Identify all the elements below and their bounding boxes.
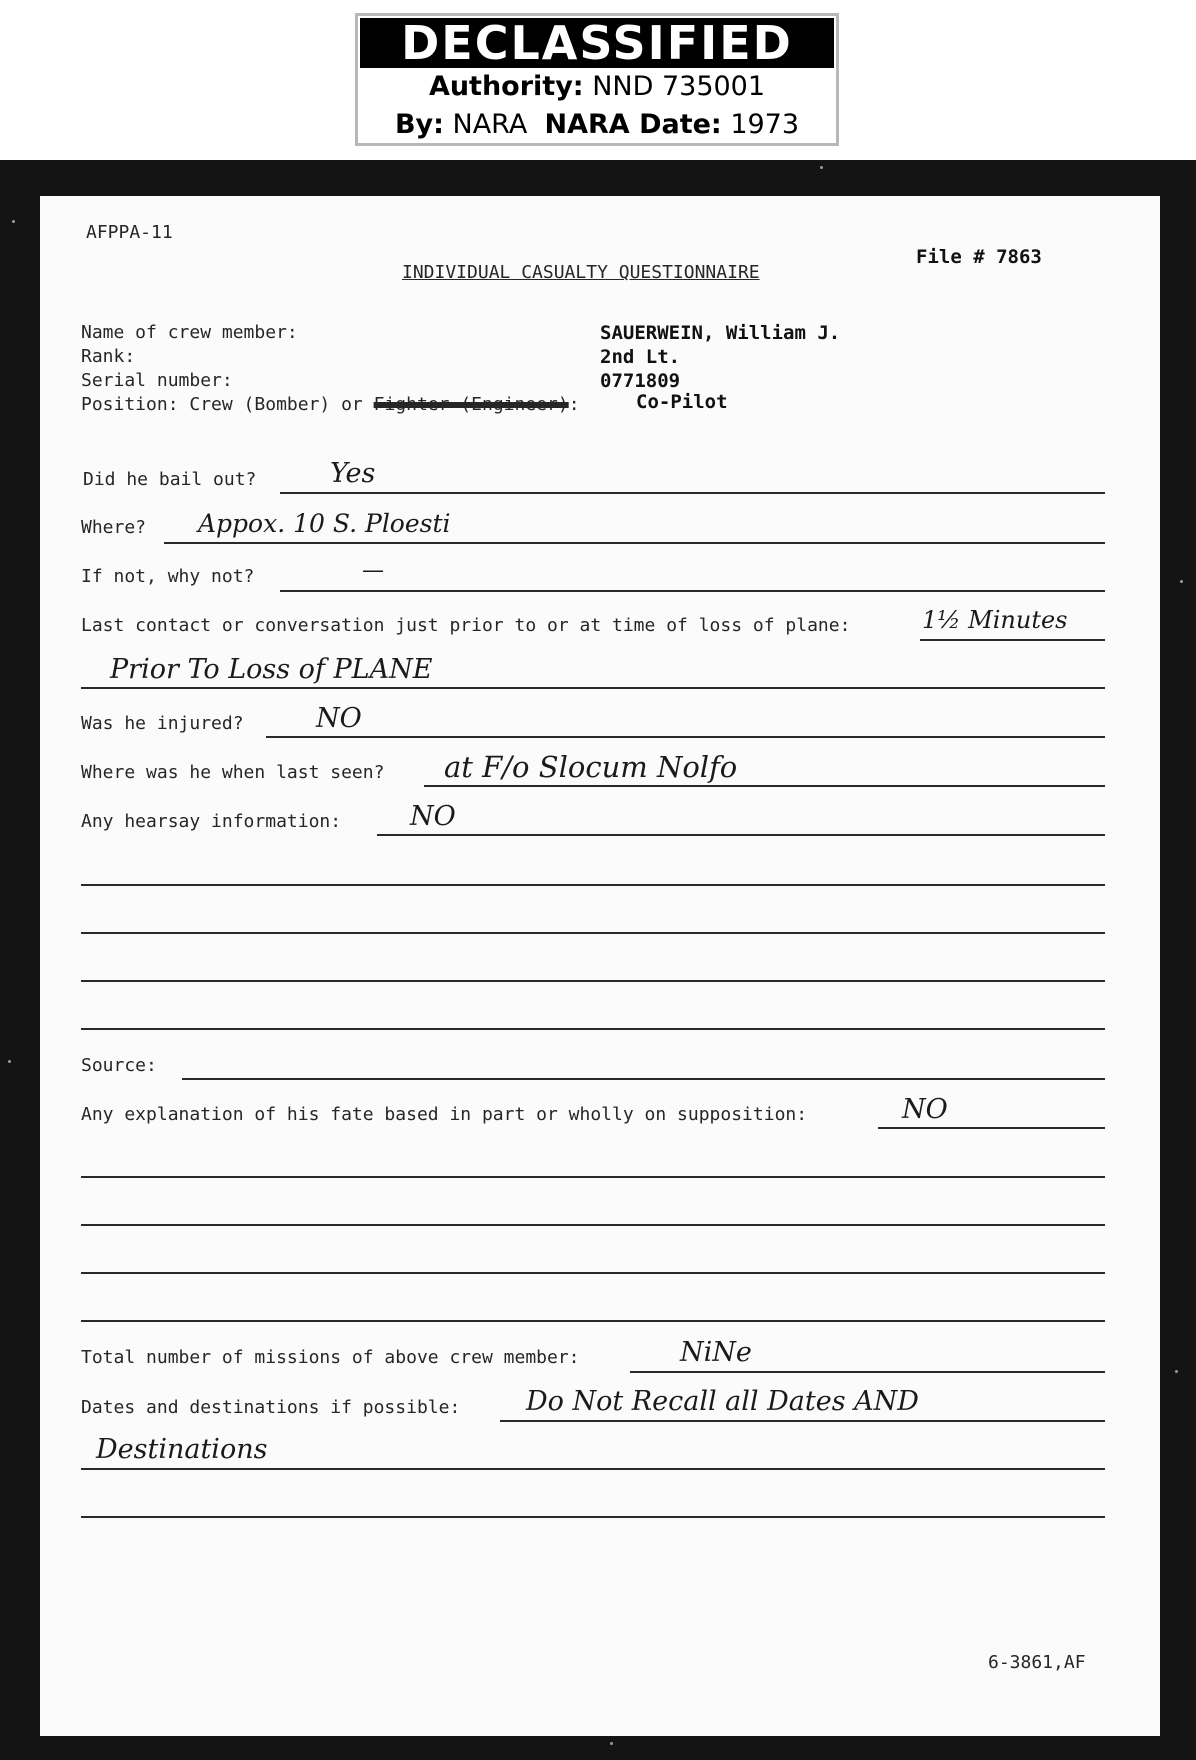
ifnot-line <box>280 590 1105 592</box>
serial-label: Serial number: <box>81 370 233 391</box>
missions-line <box>630 1371 1105 1373</box>
stamp-authority <box>358 68 836 106</box>
bail-line <box>280 492 1105 494</box>
bail-answer: Yes <box>330 458 376 489</box>
rank-label: Rank: <box>81 346 136 367</box>
ifnot-answer: — <box>362 558 384 583</box>
serial-value: 0771809 <box>600 370 681 392</box>
name-value: SAUERWEIN, William J. <box>600 322 841 344</box>
source-line <box>182 1078 1105 1080</box>
supposition-line <box>878 1127 1105 1129</box>
blank-line <box>81 980 1105 982</box>
source-label: Source: <box>81 1055 157 1076</box>
file-number: File # 7863 <box>916 246 1042 268</box>
missions-answer: NiNe <box>680 1337 752 1368</box>
position-label-text: Position: Crew (Bomber) or <box>81 394 363 415</box>
supposition-label: Any explanation of his fate based in part or wholly on supposition: <box>81 1104 808 1125</box>
blank-line <box>81 1224 1105 1226</box>
position-label <box>81 394 580 415</box>
position-value: Co-Pilot <box>636 391 728 413</box>
dates-answer-2: Destinations <box>96 1434 268 1465</box>
hearsay-label: Any hearsay information: <box>81 811 342 832</box>
name-label: Name of crew member: <box>81 322 298 343</box>
missions-label: Total number of missions of above crew member: <box>81 1347 580 1368</box>
scan-speck <box>12 220 15 223</box>
scan-speck <box>610 1742 613 1745</box>
where-answer: Appox. 10 S. Ploesti <box>198 509 451 538</box>
where-line <box>164 542 1105 544</box>
hearsay-answer: NO <box>410 801 456 832</box>
stamp-title: DECLASSIFIED <box>360 18 834 68</box>
hearsay-line <box>377 834 1105 836</box>
contact-answer-1: 1½ Minutes <box>922 606 1068 634</box>
position-colon: : <box>568 394 580 415</box>
dates-label: Dates and destinations if possible: <box>81 1397 461 1418</box>
where-label: Where? <box>81 517 147 538</box>
scan-speck <box>1175 1370 1178 1373</box>
stamp-authority-label: Authority: <box>428 71 584 102</box>
ifnot-label: If not, why not? <box>81 566 255 587</box>
dates-answer-1: Do Not Recall all Dates AND <box>526 1386 919 1417</box>
stamp-by-label: By: <box>394 109 444 140</box>
blank-line <box>81 1272 1105 1274</box>
questionnaire-page <box>40 196 1160 1736</box>
position-struck-text: Fighter (Engineer) <box>373 394 569 415</box>
blank-line <box>81 1320 1105 1322</box>
dates-line-1 <box>500 1420 1105 1422</box>
footer-code: 6-3861,AF <box>988 1652 1086 1673</box>
stamp-date-value: 1973 <box>730 109 800 140</box>
stamp-by-value: NARA <box>452 109 528 140</box>
stamp-authority-value: NND 735001 <box>592 71 766 102</box>
stamp-date-label: NARA Date: <box>544 109 722 140</box>
stamp-by <box>358 106 836 144</box>
bail-label: Did he bail out? <box>83 469 257 490</box>
scan-speck <box>1180 580 1183 583</box>
blank-line <box>81 1516 1105 1518</box>
rank-value: 2nd Lt. <box>600 346 681 368</box>
form-id: AFPPA-11 <box>86 222 173 243</box>
contact-answer-2: Prior To Loss of PLANE <box>110 654 433 685</box>
injured-line <box>266 736 1105 738</box>
supposition-answer: NO <box>902 1094 948 1125</box>
contact-label: Last contact or conversation just prior to or at time of loss of plane: <box>81 615 851 636</box>
blank-line <box>81 1028 1105 1030</box>
injured-answer: NO <box>316 703 362 734</box>
blank-line <box>81 932 1105 934</box>
lastseen-line <box>424 785 1105 787</box>
blank-line <box>81 1176 1105 1178</box>
blank-line <box>81 884 1105 886</box>
form-title: INDIVIDUAL CASUALTY QUESTIONNAIRE <box>402 262 760 283</box>
scan-speck <box>820 166 823 169</box>
lastseen-label: Where was he when last seen? <box>81 762 385 783</box>
contact-line-2 <box>81 687 1105 689</box>
declassified-stamp <box>355 13 839 146</box>
lastseen-answer: at F/o Slocum Nolfo <box>444 750 738 784</box>
dates-line-2 <box>81 1468 1105 1470</box>
contact-line-1 <box>920 639 1105 641</box>
scan-speck <box>8 1060 11 1063</box>
injured-label: Was he injured? <box>81 713 244 734</box>
